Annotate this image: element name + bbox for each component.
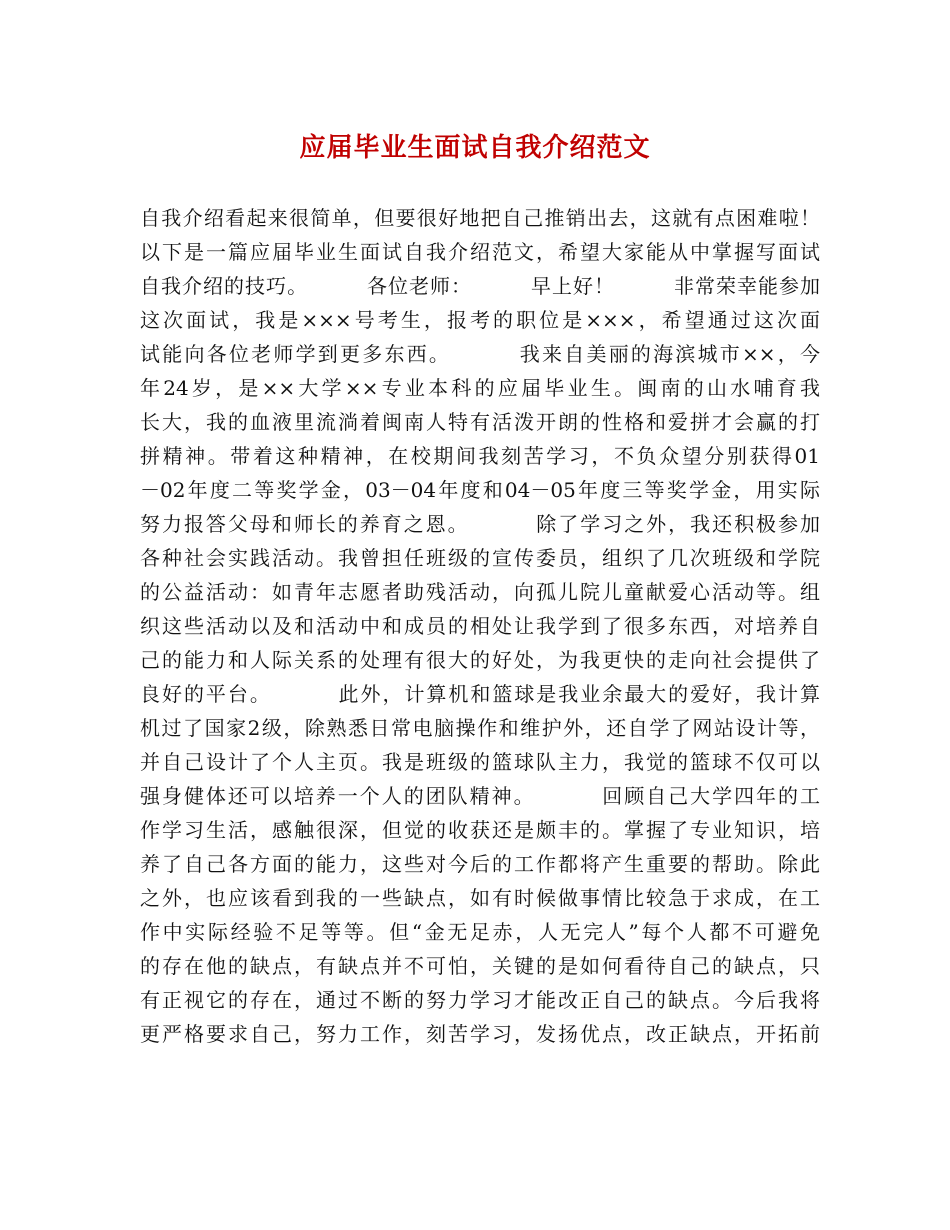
- body-line: 之外，也应该看到我的一些缺点，如有时候做事情比较急于求成，在工: [140, 886, 820, 910]
- document-title: 应届毕业生面试自我介绍范文: [299, 133, 651, 163]
- body-line: 这次面试，我是×××号考生，报考的职位是×××，希望通过这次面: [140, 308, 820, 332]
- body-line: 自我介绍的技巧。 各位老师： 早上好！ 非常荣幸能参加: [140, 274, 820, 298]
- body-line: 己的能力和人际关系的处理有很大的好处，为我更快的走向社会提供了: [140, 648, 820, 672]
- body-line: 并自己设计了个人主页。我是班级的篮球队主力，我觉的篮球不仅可以: [140, 750, 820, 774]
- body-line: 拼精神。带着这种精神，在校期间我刻苦学习，不负众望分别获得01: [140, 444, 820, 468]
- body-line: 的公益活动：如青年志愿者助残活动，向孤儿院儿童献爱心活动等。组: [140, 580, 820, 604]
- body-line: 机过了国家2级，除熟悉日常电脑操作和维护外，还自学了网站设计等，: [140, 716, 820, 740]
- body-line: 各种社会实践活动。我曾担任班级的宣传委员，组织了几次班级和学院: [140, 546, 820, 570]
- body-line: 作中实际经验不足等等。但“金无足赤，人无完人”每个人都不可避免: [140, 920, 820, 944]
- body-line: 有正视它的存在，通过不断的努力学习才能改正自己的缺点。今后我将: [140, 988, 820, 1012]
- document-body: [140, 201, 820, 1051]
- body-line: 自我介绍看起来很简单，但要很好地把自己推销出去，这就有点困难啦！: [140, 206, 820, 230]
- body-line: 努力报答父母和师长的养育之恩。 除了学习之外，我还积极参加: [140, 512, 820, 536]
- body-line: 织这些活动以及和活动中和成员的相处让我学到了很多东西，对培养自: [140, 614, 820, 638]
- body-line: 强身健体还可以培养一个人的团队精神。 回顾自己大学四年的工: [140, 784, 820, 808]
- body-line: 作学习生活，感触很深，但觉的收获还是颇丰的。掌握了专业知识，培: [140, 818, 820, 842]
- body-line: －02年度二等奖学金，03－04年度和04－05年度三等奖学金，用实际: [140, 478, 820, 502]
- body-line: 年24岁，是××大学××专业本科的应届毕业生。闽南的山水哺育我: [140, 376, 820, 400]
- body-line: 更严格要求自己，努力工作，刻苦学习，发扬优点，改正缺点，开拓前: [140, 1022, 820, 1046]
- body-line: 长大，我的血液里流淌着闽南人特有活泼开朗的性格和爱拼才会赢的打: [140, 410, 820, 434]
- body-line: 的存在他的缺点，有缺点并不可怕，关键的是如何看待自己的缺点，只: [140, 954, 820, 978]
- body-line: 以下是一篇应届毕业生面试自我介绍范文，希望大家能从中掌握写面试: [140, 240, 820, 264]
- body-line: 试能向各位老师学到更多东西。 我来自美丽的海滨城市××，今: [140, 342, 820, 366]
- body-line: 养了自己各方面的能力，这些对今后的工作都将产生重要的帮助。除此: [140, 852, 820, 876]
- body-line: 良好的平台。 此外，计算机和篮球是我业余最大的爱好，我计算: [140, 682, 820, 706]
